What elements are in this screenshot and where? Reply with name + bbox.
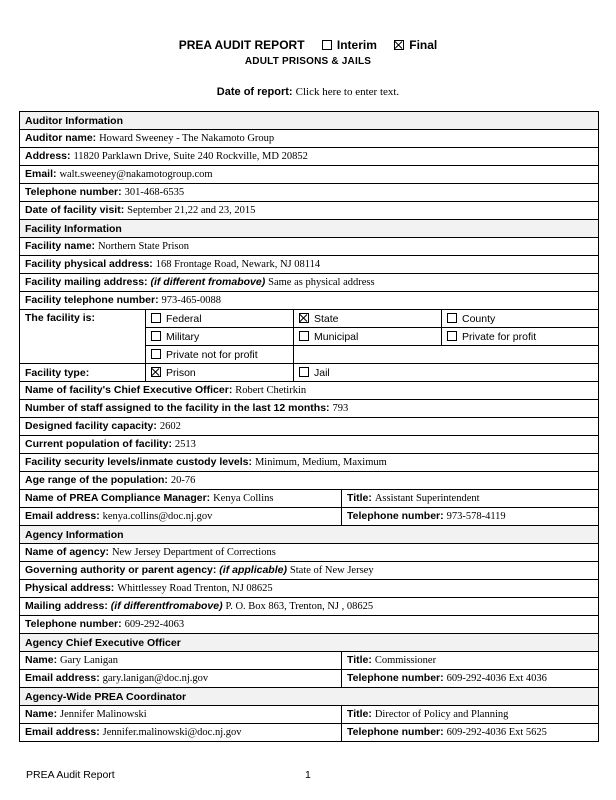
coordinator-name-value[interactable]: Jennifer Malinowski xyxy=(60,709,147,720)
facility-phone-value[interactable]: 973-465-0088 xyxy=(161,295,222,306)
field-label: Governing authority or parent agency: xyxy=(25,564,217,576)
checkbox-checked-icon[interactable] xyxy=(299,313,309,323)
empty-cell xyxy=(294,346,599,364)
option-military[interactable] xyxy=(146,328,294,346)
field-label: Name: xyxy=(25,654,58,666)
field-label: Age range of the population: xyxy=(25,474,168,486)
option-municipal[interactable] xyxy=(294,328,442,346)
option-label: State xyxy=(314,312,339,325)
field-label: Address: xyxy=(25,150,71,162)
row-security-levels xyxy=(20,454,599,472)
field-label: Telephone number: xyxy=(347,510,444,522)
pcm-title-value[interactable]: Assistant Superintendent xyxy=(374,493,480,504)
pcm-phone-cell xyxy=(342,508,599,526)
population-value[interactable]: 2513 xyxy=(174,439,196,450)
row-facility-ceo xyxy=(20,382,599,400)
facility-physical-value[interactable]: 168 Frontage Road, Newark, NJ 08114 xyxy=(155,259,321,270)
option-label: Military xyxy=(166,330,200,343)
field-label: Telephone number: xyxy=(347,726,444,738)
auditor-name-value[interactable]: Howard Sweeney - The Nakamoto Group xyxy=(99,133,275,144)
checkbox-unchecked-icon[interactable] xyxy=(322,40,332,50)
section-prea-coordinator: Agency-Wide PREA Coordinator xyxy=(20,688,599,706)
ceo-title-value[interactable]: Commissioner xyxy=(374,655,437,666)
date-label: Date of report: xyxy=(216,86,293,98)
auditor-address-value[interactable]: 11820 Parklawn Drive, Suite 240 Rockville, MD 20852 xyxy=(73,151,308,162)
row-age-range xyxy=(20,472,599,490)
field-label: Telephone number: xyxy=(25,186,122,198)
report-header xyxy=(0,38,616,52)
checkbox-unchecked-icon[interactable] xyxy=(299,331,309,341)
interim-label: Interim xyxy=(336,38,377,52)
field-label: Auditor name: xyxy=(25,132,97,144)
field-label: Email address: xyxy=(25,726,100,738)
report-subtitle: ADULT PRISONS & JAILS xyxy=(244,56,372,67)
row-auditor-phone xyxy=(20,184,599,202)
facility-is-label: The facility is: xyxy=(20,310,146,364)
pcm-email-value[interactable]: kenya.collins@doc.nj.gov xyxy=(102,511,213,522)
coordinator-email-value[interactable]: Jennifer.malinowski@doc.nj.gov xyxy=(102,727,242,738)
option-label: Private not for profit xyxy=(166,348,258,361)
option-label: County xyxy=(462,312,496,325)
auditor-phone-value[interactable]: 301-468-6535 xyxy=(124,187,185,198)
row-facility-physical xyxy=(20,256,599,274)
field-label: Facility name: xyxy=(25,240,96,252)
option-label: Jail xyxy=(314,366,330,379)
date-field[interactable]: Click here to enter text. xyxy=(295,86,400,98)
audit-form-table xyxy=(19,111,599,742)
ceo-name-cell xyxy=(20,652,342,670)
ceo-phone-value[interactable]: 609-292-4036 Ext 4036 xyxy=(446,673,547,684)
field-label: Facility telephone number: xyxy=(25,294,159,306)
field-note: (if applicable) xyxy=(219,564,287,576)
security-levels-value[interactable]: Minimum, Medium, Maximum xyxy=(254,457,387,468)
facility-type-label: Facility type: xyxy=(20,364,146,382)
ceo-name-value[interactable]: Gary Lanigan xyxy=(60,655,119,666)
final-label: Final xyxy=(409,38,438,52)
section-agency-ceo: Agency Chief Executive Officer xyxy=(20,634,599,652)
field-label: Mailing address: xyxy=(25,600,108,612)
ceo-title-cell xyxy=(342,652,599,670)
auditor-email-value[interactable]: walt.sweeney@nakamotogroup.com xyxy=(59,169,213,180)
field-label: Name of PREA Compliance Manager: xyxy=(25,492,211,504)
date-of-report xyxy=(0,86,616,98)
agency-physical-value[interactable]: Whittlessey Road Trenton, NJ 08625 xyxy=(117,583,273,594)
checkbox-unchecked-icon[interactable] xyxy=(447,331,457,341)
field-label: Number of staff assigned to the facility in the last 12 months: xyxy=(25,402,330,414)
checkbox-checked-icon[interactable] xyxy=(394,40,404,50)
type-jail[interactable] xyxy=(294,364,599,382)
option-federal[interactable] xyxy=(146,310,294,328)
field-note: (if differentfromabove) xyxy=(110,600,223,612)
option-label: Private for profit xyxy=(462,330,537,343)
interim-option[interactable] xyxy=(322,38,377,52)
checkbox-unchecked-icon[interactable] xyxy=(299,367,309,377)
checkbox-unchecked-icon[interactable] xyxy=(151,331,161,341)
row-capacity xyxy=(20,418,599,436)
field-label: Facility mailing address: xyxy=(25,276,148,288)
row-population xyxy=(20,436,599,454)
pcm-phone-value[interactable]: 973-578-4119 xyxy=(446,511,506,522)
row-agency-physical xyxy=(20,580,599,598)
row-governing-authority xyxy=(20,562,599,580)
option-label: Municipal xyxy=(314,330,359,343)
option-label: Prison xyxy=(166,366,196,379)
checkbox-unchecked-icon[interactable] xyxy=(151,313,161,323)
coordinator-title-cell xyxy=(342,706,599,724)
visit-date-value[interactable]: September 21,22 and 23, 2015 xyxy=(127,205,256,216)
page-number: 1 xyxy=(305,769,311,781)
row-agency-name xyxy=(20,544,599,562)
pcm-name-value[interactable]: Kenya Collins xyxy=(213,493,274,504)
coordinator-name-cell xyxy=(20,706,342,724)
checkbox-unchecked-icon[interactable] xyxy=(447,313,457,323)
field-label: Name of agency: xyxy=(25,546,110,558)
row-visit-date xyxy=(20,202,599,220)
row-auditor-email xyxy=(20,166,599,184)
ceo-email-value[interactable]: gary.lanigan@doc.nj.gov xyxy=(102,673,209,684)
row-agency-phone xyxy=(20,616,599,634)
age-range-value[interactable]: 20-76 xyxy=(170,475,196,486)
row-agency-mailing xyxy=(20,598,599,616)
facility-name-value[interactable]: Northern State Prison xyxy=(97,241,189,252)
field-label: Name of facility's Chief Executive Officer: xyxy=(25,384,233,396)
row-facility-phone xyxy=(20,292,599,310)
agency-mailing-value[interactable]: P. O. Box 863, Trenton, NJ , 08625 xyxy=(225,601,374,612)
row-staff-count xyxy=(20,400,599,418)
field-label: Title: xyxy=(347,708,372,720)
field-label: Facility security levels/inmate custody levels: xyxy=(25,456,253,468)
field-label: Title: xyxy=(347,492,372,504)
option-label: Federal xyxy=(166,312,202,325)
footer-label: PREA Audit Report xyxy=(26,769,115,781)
field-label: Email address: xyxy=(25,510,100,522)
field-note: (if different fromabove) xyxy=(150,276,266,288)
option-state[interactable] xyxy=(294,310,442,328)
capacity-value[interactable]: 2602 xyxy=(159,421,181,432)
coordinator-phone-cell xyxy=(342,724,599,742)
row-facility-name xyxy=(20,238,599,256)
ceo-email-cell xyxy=(20,670,342,688)
option-private-profit[interactable] xyxy=(442,328,599,346)
pcm-email-cell xyxy=(20,508,342,526)
checkbox-checked-icon[interactable] xyxy=(151,367,161,377)
field-label: Telephone number: xyxy=(25,618,122,630)
coordinator-email-cell xyxy=(20,724,342,742)
field-label: Name: xyxy=(25,708,58,720)
option-county[interactable] xyxy=(442,310,599,328)
staff-count-value[interactable]: 793 xyxy=(332,403,349,414)
section-agency: Agency Information xyxy=(20,526,599,544)
field-label: Title: xyxy=(347,654,372,666)
checkbox-unchecked-icon[interactable] xyxy=(151,349,161,359)
field-label: Email address: xyxy=(25,672,100,684)
report-title: PREA AUDIT REPORT xyxy=(178,38,305,52)
row-facility-mailing xyxy=(20,274,599,292)
agency-phone-value[interactable]: 609-292-4063 xyxy=(124,619,185,630)
field-label: Telephone number: xyxy=(347,672,444,684)
agency-name-value[interactable]: New Jersey Department of Corrections xyxy=(111,547,276,558)
field-label: Designed facility capacity: xyxy=(25,420,157,432)
facility-ceo-value[interactable]: Robert Chetirkin xyxy=(235,385,307,396)
field-label: Physical address: xyxy=(25,582,115,594)
facility-mailing-value[interactable]: Same as physical address xyxy=(268,277,375,288)
row-auditor-address xyxy=(20,148,599,166)
field-label: Date of facility visit: xyxy=(25,204,125,216)
section-auditor: Auditor Information xyxy=(20,112,599,130)
field-label: Facility physical address: xyxy=(25,258,153,270)
section-facility: Facility Information xyxy=(20,220,599,238)
pcm-name-cell xyxy=(20,490,342,508)
coordinator-phone-value[interactable]: 609-292-4036 Ext 5625 xyxy=(446,727,547,738)
ceo-phone-cell xyxy=(342,670,599,688)
option-private-nonprofit[interactable] xyxy=(146,346,294,364)
governing-authority-value[interactable]: State of New Jersey xyxy=(289,565,374,576)
field-label: Email: xyxy=(25,168,57,180)
pcm-title-cell xyxy=(342,490,599,508)
row-auditor-name xyxy=(20,130,599,148)
field-label: Current population of facility: xyxy=(25,438,172,450)
coordinator-title-value[interactable]: Director of Policy and Planning xyxy=(374,709,509,720)
type-prison[interactable] xyxy=(146,364,294,382)
final-option[interactable] xyxy=(394,38,437,52)
